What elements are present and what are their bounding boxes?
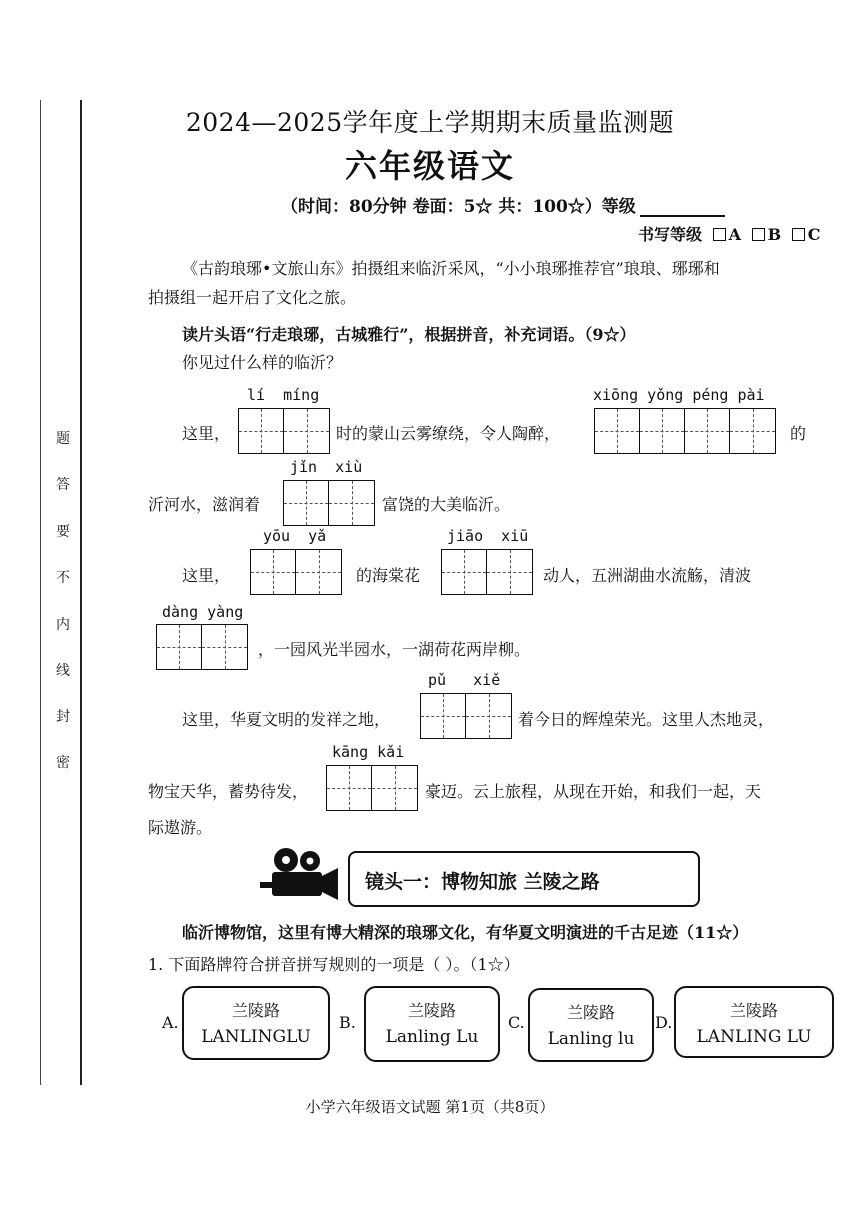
row2-text-a: 沂河水，滋润着	[148, 495, 261, 514]
checkbox-b[interactable]	[752, 228, 765, 241]
page-footer: 小学六年级语文试题 第1页（共8页）	[305, 1098, 555, 1116]
option-a-sign-text: LANLINGLU	[201, 1027, 311, 1047]
margin-char: 不	[56, 570, 70, 586]
pinyin-xiongyong: xiōng yǒng péng pài	[593, 386, 765, 404]
option-c-sign-text: Lanling lu	[547, 1029, 635, 1049]
margin-char: 内	[56, 617, 70, 633]
row4-text-a: ，一园风光半园水，一湖荷花两岸柳。	[258, 640, 531, 659]
row1-text-b: 时的蒙山云雾缭绕，令人陶醉，	[336, 424, 561, 443]
pinyin-puxie: pǔ xiě	[428, 671, 501, 689]
option-a-sign-cn: 兰陵路	[231, 1001, 280, 1020]
row3-text-c: 动人，五洲湖曲水流觞，清波	[543, 566, 752, 585]
option-b-sign-text: Lanling Lu	[385, 1027, 479, 1047]
task-instruction: 读片头语“行走琅琊，古城雅行”，根据拼音，补充词语。（9☆）	[182, 325, 636, 344]
option-b-label: B.	[339, 1013, 356, 1032]
pinyin-youya: yōu yǎ	[263, 527, 327, 545]
museum-intro: 临沂博物馆，这里有博大精深的琅琊文化，有华夏文明演进的千古足迹（11☆）	[182, 923, 749, 942]
binding-line	[80, 100, 82, 1085]
row2-text-b: 富饶的大美临沂。	[382, 495, 511, 514]
exam-info	[281, 192, 725, 217]
pinyin-jinxiu: jǐn xiù	[290, 458, 363, 476]
option-c-sign-cn: 兰陵路	[566, 1003, 615, 1022]
pinyin-liming: lí míng	[247, 386, 320, 404]
margin-char: 线	[56, 663, 70, 679]
answer-grid-jinxiu[interactable]	[283, 480, 375, 526]
pinyin-jiaoxiu: jiāo xiū	[447, 527, 529, 545]
task-question: 你见过什么样的临沂？	[182, 353, 343, 372]
option-a-sign[interactable]	[182, 986, 330, 1060]
grade-option-c: C	[807, 225, 821, 244]
option-b-sign-cn: 兰陵路	[407, 1001, 456, 1020]
row3-text-a: 这里，	[182, 566, 231, 585]
answer-grid-liming[interactable]	[238, 408, 330, 454]
exam-title: 2024—2025学年度上学期期末质量监测题	[185, 108, 675, 137]
margin-char: 要	[56, 524, 70, 540]
answer-grid-puxie[interactable]	[420, 693, 512, 739]
margin-char: 密	[56, 755, 70, 771]
question-1: 1. 下面路牌符合拼音拼写规则的一项是（ ）。（1☆）	[148, 955, 520, 974]
margin-char: 封	[56, 709, 70, 725]
intro-line-1: 《古韵琅琊•文旅山东》拍摄组来临沂采风，“小小琅琊推荐官”琅琅、琊琊和	[182, 259, 720, 278]
option-c-sign[interactable]	[528, 988, 654, 1062]
option-d-sign-cn: 兰陵路	[729, 1001, 778, 1020]
answer-grid-kangkai[interactable]	[326, 765, 418, 811]
grade-blank[interactable]	[640, 198, 725, 217]
answer-grid-youya[interactable]	[250, 549, 342, 595]
grade-option-a: A	[728, 225, 742, 244]
grade-option-b: B	[767, 225, 782, 244]
exam-subtitle: 六年级语文	[344, 147, 515, 185]
margin-char: 答	[56, 477, 70, 493]
pinyin-kangkai: kāng kǎi	[332, 743, 405, 761]
row5-text-a: 这里，华夏文明的发祥之地，	[182, 710, 391, 729]
row1-text-c: 的	[790, 424, 807, 443]
section-title: 镜头一：博物知旅 兰陵之路	[365, 871, 600, 893]
checkbox-a[interactable]	[713, 228, 726, 241]
row5-text-b: 着今日的辉煌荣光。这里人杰地灵，	[518, 710, 775, 729]
option-b-sign[interactable]	[364, 986, 500, 1062]
row3-text-b: 的海棠花	[356, 566, 421, 585]
margin-char: 题	[56, 431, 70, 447]
answer-grid-xiongyong[interactable]	[594, 408, 776, 454]
writing-grade-label: 书写等级	[638, 225, 703, 244]
row7-text: 际遨游。	[148, 818, 213, 837]
writing-grade	[638, 222, 820, 245]
checkbox-c[interactable]	[792, 228, 805, 241]
option-d-sign[interactable]	[674, 986, 834, 1058]
row6-text-b: 豪迈。云上旅程，从现在开始，和我们一起，天	[425, 782, 762, 801]
answer-grid-dangyang[interactable]	[156, 624, 248, 670]
answer-grid-jiaoxiu[interactable]	[441, 549, 533, 595]
row6-text-a: 物宝天华，蓄势待发，	[148, 782, 309, 801]
option-d-sign-text: LANLING LU	[696, 1027, 812, 1047]
row1-text-a: 这里，	[182, 424, 231, 443]
option-d-label: D.	[655, 1013, 673, 1032]
movie-camera-icon	[258, 846, 340, 904]
option-c-label: C.	[508, 1013, 525, 1032]
pinyin-dangyang: dàng yàng	[162, 603, 244, 621]
binding-line-outer	[40, 100, 41, 1085]
exam-info-text: （时间：80分钟 卷面：5☆ 共：100☆）等级	[281, 197, 636, 217]
intro-line-2: 拍摄组一起开启了文化之旅。	[148, 288, 357, 307]
option-a-label: A.	[162, 1013, 179, 1032]
